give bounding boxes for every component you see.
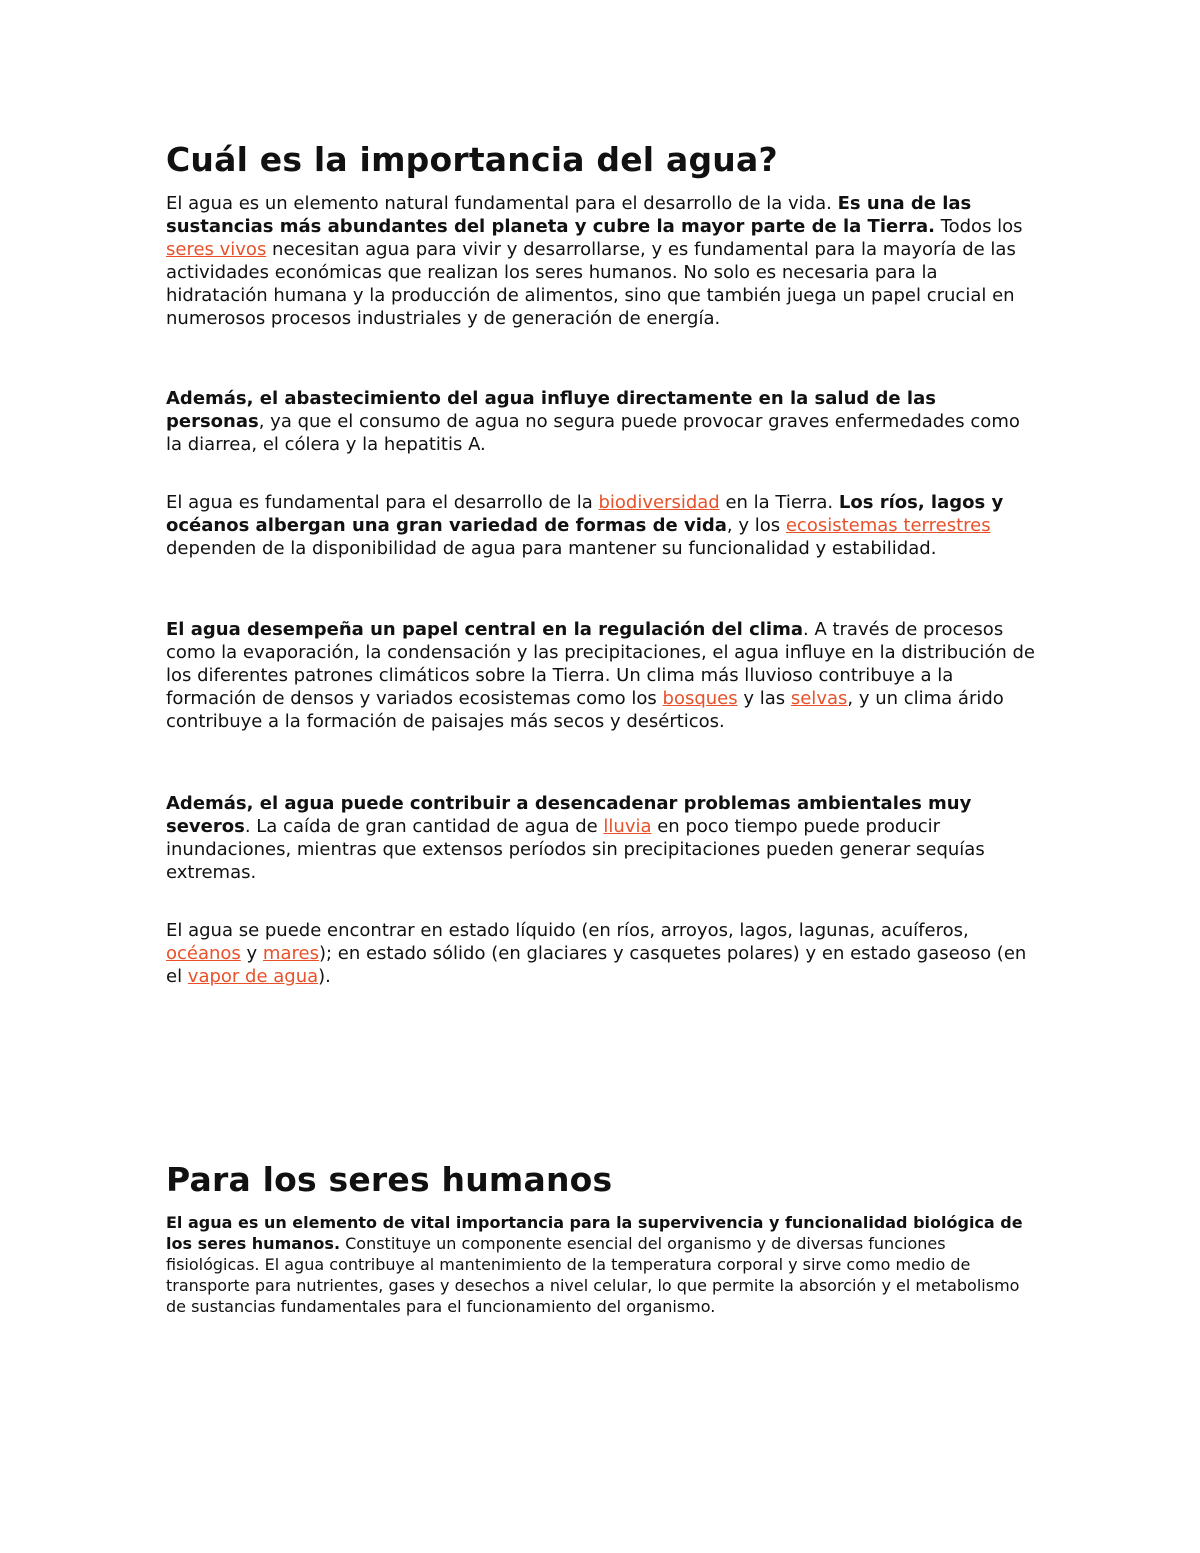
link-biodiversidad[interactable]: biodiversidad xyxy=(598,492,720,513)
link-selvas[interactable]: selvas xyxy=(790,688,848,709)
paragraph-text: dependen de la disponibilidad de agua para mantener su funcionalidad y estabilidad. xyxy=(166,538,937,559)
paragraph-text: necesitan agua para vivir y desarrollarse, y es fundamental para la mayoría de las actividades económicas que realizan los seres humanos. No solo es necesaria para la hidratación humana y la producción de alimentos, sino que también juega un papel crucial en numerosos procesos industriales y de generación de energía. xyxy=(166,239,1016,329)
paragraph-text: El agua es fundamental para el desarrollo de la xyxy=(166,492,599,513)
paragraph-states-of-water xyxy=(166,919,1038,988)
link-seres-vivos[interactable]: seres vivos xyxy=(166,239,267,260)
paragraph-health xyxy=(166,387,1038,456)
link-vapor-de-agua[interactable]: vapor de agua xyxy=(187,966,319,987)
bold-text: El agua desempeña un papel central en la regulación del clima xyxy=(166,619,803,640)
paragraph-intro xyxy=(166,192,1038,330)
paragraph-text: y xyxy=(240,943,263,964)
paragraph-text: , y los xyxy=(726,515,786,536)
paragraph-text: Todos los xyxy=(934,216,1023,237)
paragraph-text: en poco tiempo puede producir inundaciones, mientras que extensos períodos sin precipitaciones pueden generar sequías extremas. xyxy=(166,816,985,883)
paragraph-text: , y un clima árido contribuye a la formación de paisajes más secos y desérticos. xyxy=(166,688,1004,732)
link-ecosistemas-terrestres[interactable]: ecosistemas terrestres xyxy=(785,515,991,536)
bold-text: Además, el abastecimiento del agua influye directamente en la salud de las personas xyxy=(166,388,936,432)
section-title-importance: Cuál es la importancia del agua? xyxy=(166,140,778,179)
link-bosques[interactable]: bosques xyxy=(662,688,738,709)
paragraph-text: Constituye un componente esencial del organismo y de diversas funciones fisiológicas. El agua contribuye al mantenimiento de la temperatura corporal y sirve como medio de transporte para nutrientes, gases y desechos a nivel celular, lo que permite la absorción y el metabolismo de sustancias fundamentales para el funcionamiento del organismo. xyxy=(166,1234,1020,1316)
link-oceanos[interactable]: océanos xyxy=(166,943,241,964)
bold-text: Los ríos, lagos y océanos albergan una gran variedad de formas de vida xyxy=(166,492,1004,536)
paragraph-text: en la Tierra. xyxy=(719,492,839,513)
paragraph-climate xyxy=(166,618,1038,733)
bold-text: El agua es un elemento de vital importancia para la supervivencia y funcionalidad biológica de los seres humanos. xyxy=(166,1213,1023,1253)
paragraph-humans xyxy=(166,1212,1038,1317)
link-lluvia[interactable]: lluvia xyxy=(603,816,652,837)
paragraph-text: . La caída de gran cantidad de agua de xyxy=(244,816,604,837)
paragraph-text: El agua se puede encontrar en estado líquido (en ríos, arroyos, lagos, lagunas, acuíferos, xyxy=(166,920,969,941)
paragraph-text: y las xyxy=(737,688,791,709)
paragraph-text: . A través de procesos como la evaporación, la condensación y las precipitaciones, el agua influye en la distribución de los diferentes patrones climáticos sobre la Tierra. Un clima más lluvioso contribuye a la formación de densos y variados ecosistemas como los xyxy=(166,619,1035,709)
paragraph-text: ). xyxy=(318,966,331,987)
section-title-humans: Para los seres humanos xyxy=(166,1160,613,1199)
paragraph-biodiversity xyxy=(166,491,1038,560)
paragraph-text: ); en estado sólido (en glaciares y casquetes polares) y en estado gaseoso (en el xyxy=(166,943,1027,987)
paragraph-text: , ya que el consumo de agua no segura puede provocar graves enfermedades como la diarrea, el cólera y la hepatitis A. xyxy=(166,411,1020,455)
paragraph-environmental-problems xyxy=(166,792,1038,884)
bold-text: Además, el agua puede contribuir a desencadenar problemas ambientales muy severos xyxy=(166,793,972,837)
paragraph-text: El agua es un elemento natural fundamental para el desarrollo de la vida. xyxy=(166,193,838,214)
link-mares[interactable]: mares xyxy=(262,943,319,964)
bold-text: Es una de las sustancias más abundantes del planeta y cubre la mayor parte de la Tierra. xyxy=(166,193,972,237)
